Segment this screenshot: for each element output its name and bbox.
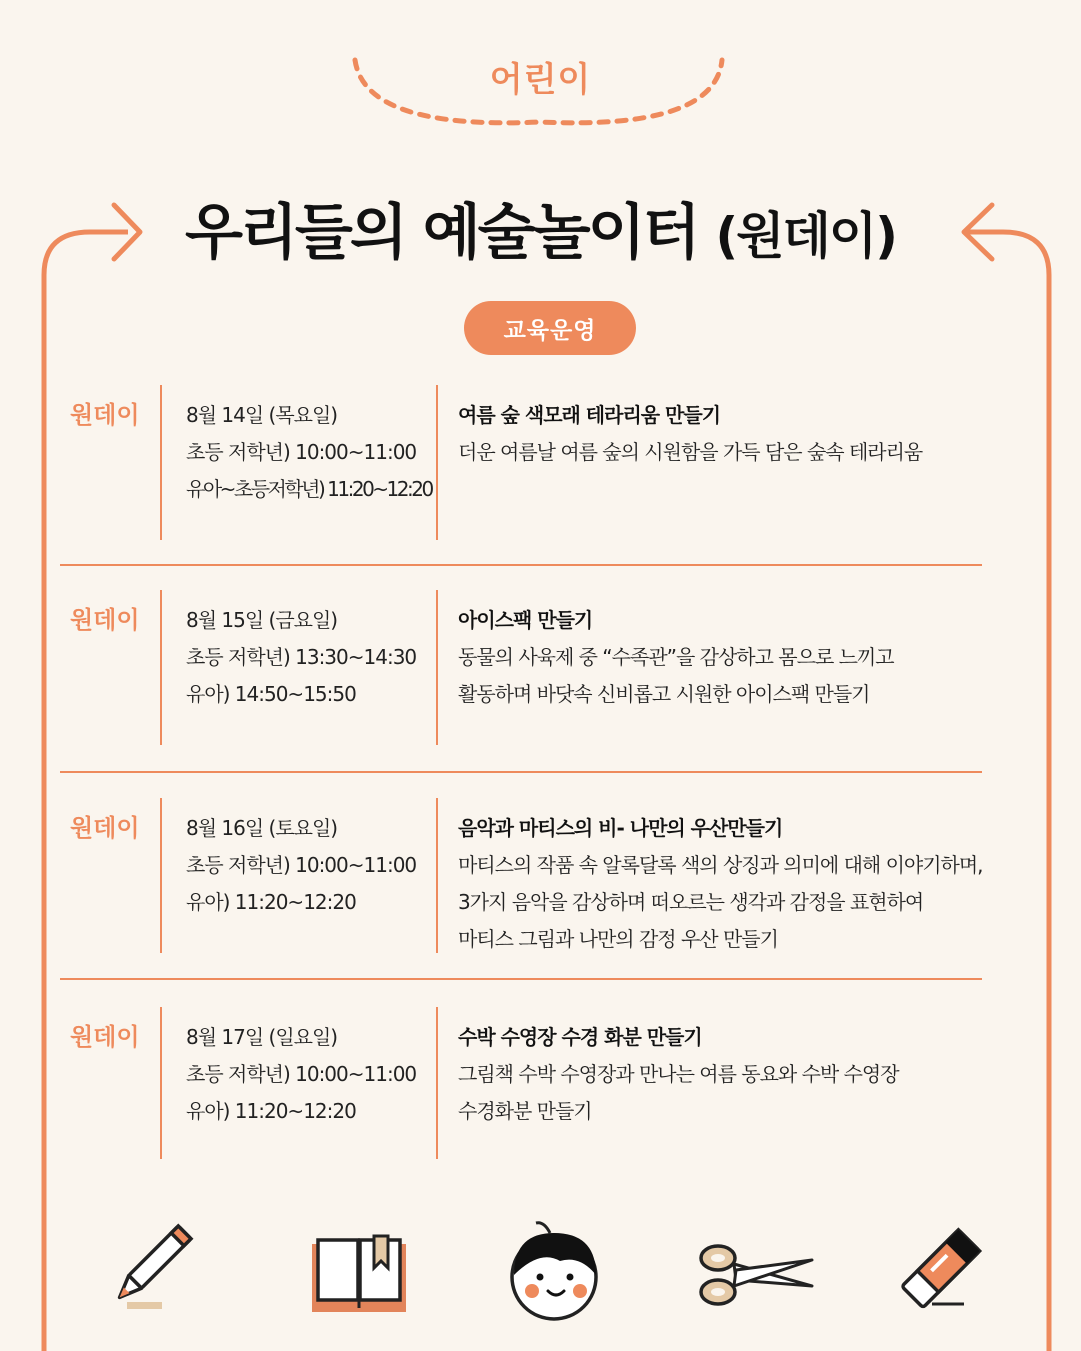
- session-times: [186, 1019, 416, 1130]
- program-title: 수박 수영장 수경 화분 만들기: [458, 1025, 702, 1049]
- scissors-icon: [696, 1240, 818, 1310]
- divider: [436, 1007, 438, 1159]
- session-date: 8월 17일 (일요일): [186, 1025, 338, 1049]
- divider: [436, 798, 438, 953]
- session-time: 유아~초등저학년) 11:20~12:20: [186, 477, 432, 501]
- title-sub: (원데이): [715, 207, 897, 265]
- title-main: 우리들의 예술놀이터: [184, 198, 698, 268]
- divider: [436, 590, 438, 745]
- session-time: 초등 저학년) 10:00~11:00: [186, 853, 417, 877]
- program-title: 음악과 마티스의 비- 나만의 우산만들기: [458, 816, 783, 840]
- divider: [160, 590, 162, 745]
- session-date: 8월 16일 (토요일): [186, 816, 338, 840]
- category-label: 어린이: [489, 60, 592, 100]
- row-separator: [60, 564, 982, 566]
- program-text: 동물의 사육제 중 “수족관”을 감상하고 몸으로 느끼고: [458, 645, 894, 669]
- divider: [436, 385, 438, 540]
- session-time: 초등 저학년) 10:00~11:00: [186, 440, 417, 464]
- session-times: [186, 397, 432, 508]
- session-description: [458, 1019, 899, 1130]
- program-text: 활동하며 바닷속 신비롭고 시원한 아이스팩 만들기: [458, 682, 870, 706]
- program-title: 여름 숲 색모래 테라리움 만들기: [458, 403, 721, 427]
- session-date: 8월 15일 (금요일): [186, 608, 338, 632]
- eraser-icon: [892, 1220, 990, 1312]
- program-text: 그림책 수박 수영장과 만나는 여름 동요와 수박 수영장: [458, 1062, 899, 1086]
- child-face-icon: [500, 1215, 610, 1325]
- session-time: 초등 저학년) 13:30~14:30: [186, 645, 417, 669]
- session-times: [186, 602, 416, 713]
- program-title: 아이스팩 만들기: [458, 608, 593, 632]
- program-text: 3가지 음악을 감상하며 떠오르는 생각과 감정을 표현하여: [458, 890, 924, 914]
- session-time: 초등 저학년) 10:00~11:00: [186, 1062, 417, 1086]
- session-description: [458, 602, 894, 713]
- pencil-icon: [105, 1222, 195, 1317]
- session-tag: 원데이: [70, 1023, 140, 1051]
- divider: [160, 798, 162, 953]
- education-badge: 교육운영: [464, 301, 636, 355]
- session-tag: 원데이: [70, 814, 140, 842]
- program-text: 수경화분 만들기: [458, 1099, 592, 1123]
- session-description: [458, 810, 983, 958]
- session-time: 유아) 14:50~15:50: [186, 682, 356, 706]
- program-text: 더운 여름날 여름 숲의 시원함을 가득 담은 숲속 테라리움: [458, 440, 923, 464]
- session-tag: 원데이: [70, 401, 140, 429]
- session-time: 유아) 11:20~12:20: [186, 1099, 356, 1123]
- row-separator: [60, 978, 982, 980]
- divider: [160, 1007, 162, 1159]
- row-separator: [60, 771, 982, 773]
- session-description: [458, 397, 922, 471]
- program-text: 마티스의 작품 속 알록달록 색의 상징과 의미에 대해 이야기하며,: [458, 853, 983, 877]
- program-text: 마티스 그림과 나만의 감정 우산 만들기: [458, 927, 778, 951]
- session-time: 유아) 11:20~12:20: [186, 890, 356, 914]
- session-date: 8월 14일 (목요일): [186, 403, 338, 427]
- divider: [160, 385, 162, 540]
- book-icon: [308, 1234, 410, 1316]
- page-title: [150, 185, 931, 271]
- session-times: [186, 810, 416, 921]
- session-tag: 원데이: [70, 606, 140, 634]
